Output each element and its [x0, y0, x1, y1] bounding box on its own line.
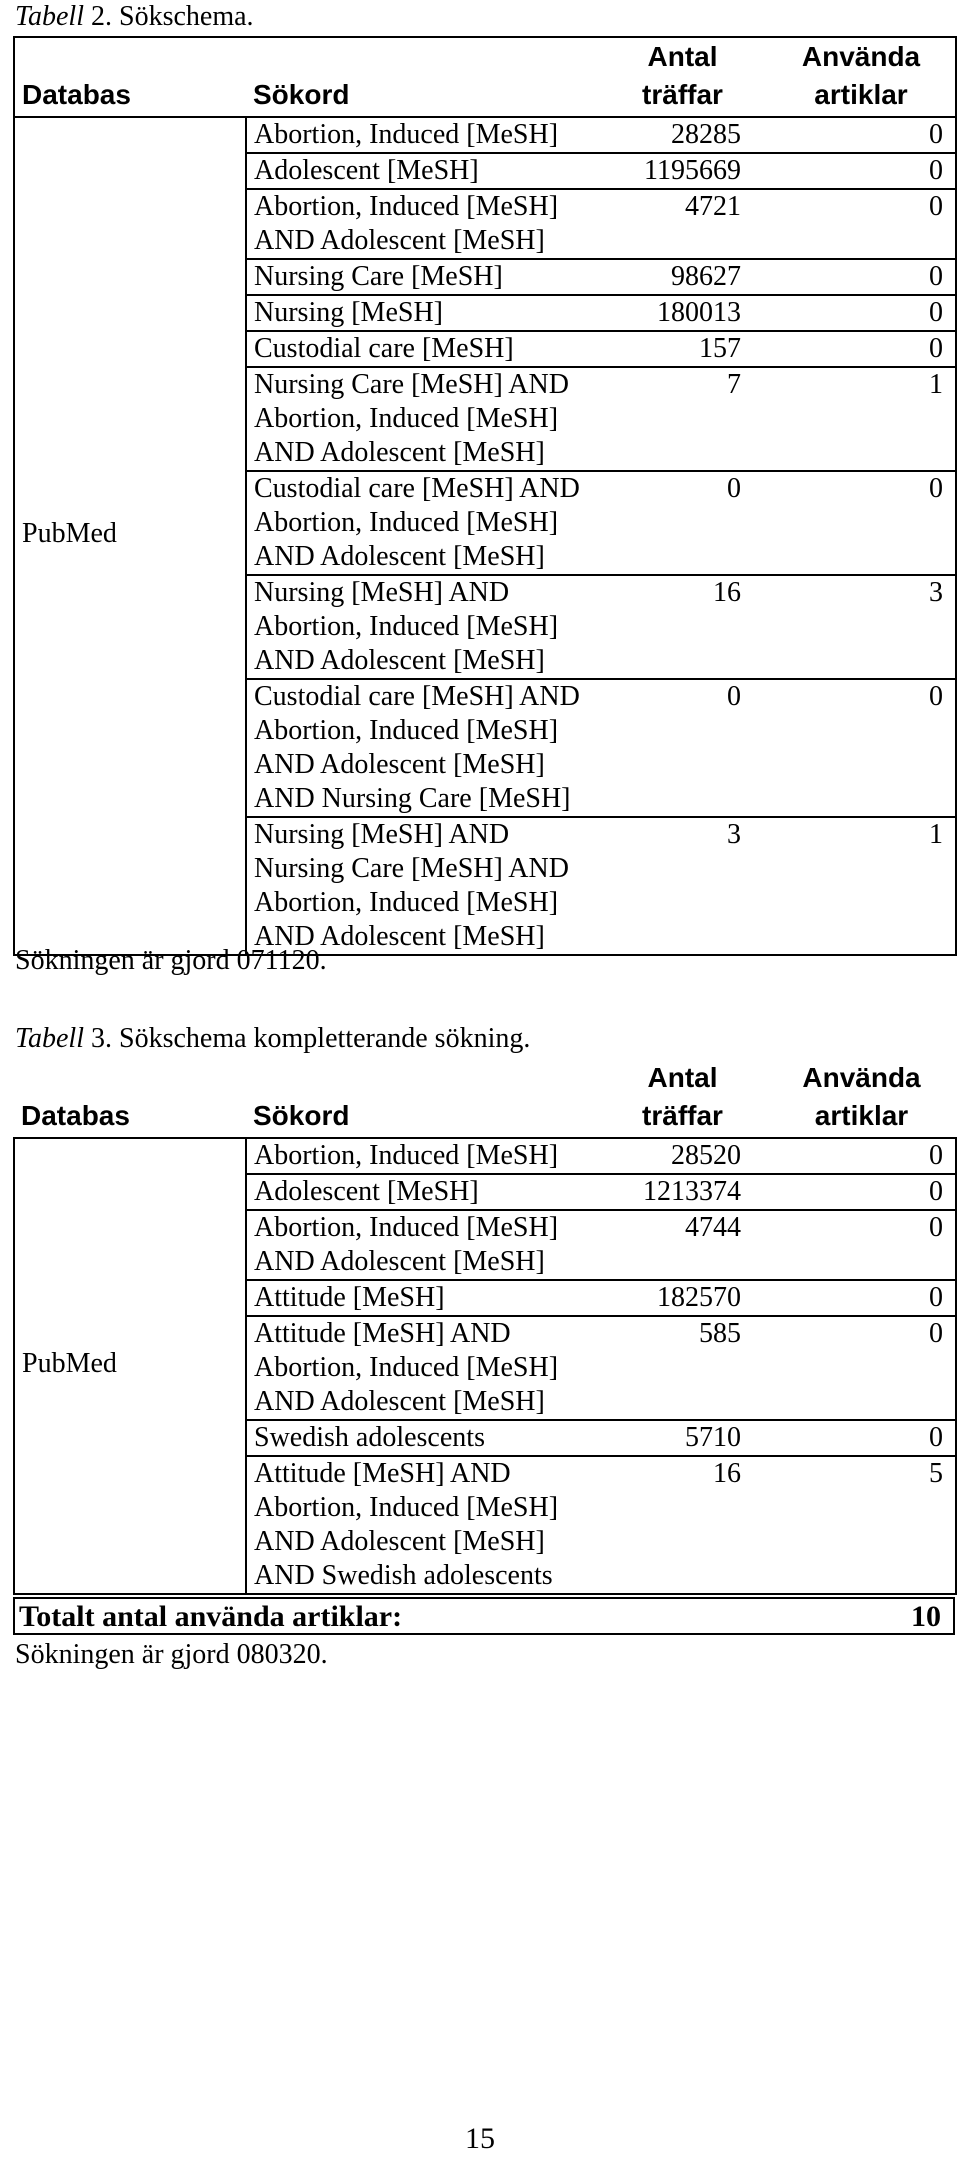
search-term-cell — [246, 259, 598, 295]
search-term-line: Abortion, Induced [MeSH] — [254, 403, 559, 434]
search-term-line: AND Adolescent [MeSH] — [254, 921, 545, 952]
search-term-line: Nursing [MeSH] AND — [254, 819, 510, 850]
used-articles-cell: 1 — [767, 367, 956, 471]
search-term-cell — [246, 1280, 598, 1316]
table3-caption-text: 3. Sökschema kompletterande sökning. — [84, 1023, 531, 1054]
search-term-line: Abortion, Induced [MeSH] — [254, 715, 559, 746]
search-term-cell — [246, 1420, 598, 1456]
search-term-line: Custodial care [MeSH] — [254, 333, 514, 364]
search-term-line: Abortion, Induced [MeSH] — [254, 119, 559, 150]
hits-cell: 7 — [598, 367, 767, 471]
search-term-line: AND Nursing Care [MeSH] — [254, 783, 571, 814]
table3-caption — [15, 1022, 530, 1056]
hits-cell: 157 — [598, 331, 767, 367]
table2 — [13, 36, 957, 956]
used-articles-cell: 0 — [767, 1210, 956, 1280]
total-value: 10 — [911, 1600, 941, 1633]
used-articles-cell: 0 — [767, 1280, 956, 1316]
search-term-line: Nursing Care [MeSH] AND — [254, 853, 569, 884]
search-term-cell — [246, 153, 598, 189]
search-term-line: Custodial care [MeSH] AND — [254, 473, 580, 504]
search-term-line: AND Adolescent [MeSH] — [254, 1526, 545, 1557]
table-row — [14, 117, 956, 153]
table2-header-term: Sökord — [246, 37, 598, 117]
used-articles-cell: 0 — [767, 117, 956, 153]
table3 — [13, 1059, 957, 1595]
hits-cell: 16 — [598, 575, 767, 679]
used-articles-cell: 0 — [767, 259, 956, 295]
table3-header-database: Databas — [21, 1100, 130, 1131]
search-term-line: Nursing Care [MeSH] — [254, 261, 503, 292]
table2-caption — [15, 0, 254, 34]
search-term-line: Swedish adolescents — [254, 1422, 485, 1453]
table3-body — [14, 1138, 956, 1594]
search-term-line: AND Adolescent [MeSH] — [254, 225, 545, 256]
search-term-line: Nursing Care [MeSH] AND — [254, 369, 569, 400]
search-term-cell — [246, 471, 598, 575]
hits-cell: 4721 — [598, 189, 767, 259]
search-term-line: Attitude [MeSH] — [254, 1282, 445, 1313]
total-label: Totalt antal använda artiklar: — [19, 1600, 403, 1633]
table3-caption-label: Tabell — [15, 1023, 84, 1054]
used-articles-cell: 1 — [767, 817, 956, 955]
hits-cell: 180013 — [598, 295, 767, 331]
search-term-line: Abortion, Induced [MeSH] — [254, 507, 559, 538]
search-term-line: AND Adolescent [MeSH] — [254, 1246, 545, 1277]
table2-body — [14, 117, 956, 955]
database-cell: PubMed — [14, 1138, 246, 1594]
used-articles-cell: 0 — [767, 1174, 956, 1210]
used-articles-cell: 0 — [767, 1420, 956, 1456]
table2-header-hits: Antal träffar — [598, 37, 767, 117]
used-articles-cell: 0 — [767, 189, 956, 259]
search-term-cell — [246, 1138, 598, 1174]
table2-caption-text: 2. Sökschema. — [84, 1, 254, 32]
search-term-line: Nursing [MeSH] — [254, 297, 443, 328]
search-term-cell — [246, 1456, 598, 1594]
search-term-cell — [246, 189, 598, 259]
database-cell: PubMed — [14, 117, 246, 955]
table2-header-used: Använda artiklar — [767, 37, 956, 117]
hits-cell: 28285 — [598, 117, 767, 153]
used-articles-cell: 0 — [767, 295, 956, 331]
search-term-line: Custodial care [MeSH] AND — [254, 681, 580, 712]
hits-cell: 1213374 — [598, 1174, 767, 1210]
hits-cell: 4744 — [598, 1210, 767, 1280]
search-term-line: Abortion, Induced [MeSH] — [254, 887, 559, 918]
search-term-cell — [246, 817, 598, 955]
hits-cell: 0 — [598, 679, 767, 817]
search-term-cell — [246, 295, 598, 331]
hits-cell: 182570 — [598, 1280, 767, 1316]
search-term-line: AND Adolescent [MeSH] — [254, 437, 545, 468]
table3-header-term: Sökord — [253, 1100, 350, 1131]
search-term-cell — [246, 331, 598, 367]
used-articles-cell: 0 — [767, 1316, 956, 1420]
search-term-line: AND Adolescent [MeSH] — [254, 749, 545, 780]
table-row — [14, 1138, 956, 1174]
search-term-cell — [246, 117, 598, 153]
search-term-line: Abortion, Induced [MeSH] — [254, 1492, 559, 1523]
hits-cell: 98627 — [598, 259, 767, 295]
search-term-line: AND Adolescent [MeSH] — [254, 541, 545, 572]
hits-cell: 0 — [598, 471, 767, 575]
used-articles-cell: 5 — [767, 1456, 956, 1594]
search-term-cell — [246, 367, 598, 471]
search-term-cell — [246, 1174, 598, 1210]
search-term-line: Attitude [MeSH] AND — [254, 1458, 511, 1489]
search-term-cell — [246, 575, 598, 679]
table3-header-hits: Antal träffar — [642, 1062, 723, 1131]
used-articles-cell: 0 — [767, 153, 956, 189]
table2-search-note: Sökningen är gjord 071120. — [15, 945, 327, 976]
search-term-line: AND Adolescent [MeSH] — [254, 1386, 545, 1417]
page-number: 15 — [465, 2122, 495, 2155]
table3-search-note: Sökningen är gjord 080320. — [15, 1639, 328, 1670]
table2-header-row — [14, 37, 956, 117]
used-articles-cell: 0 — [767, 1138, 956, 1174]
search-term-line: Attitude [MeSH] AND — [254, 1318, 511, 1349]
search-term-line: Adolescent [MeSH] — [254, 155, 479, 186]
search-term-line: AND Adolescent [MeSH] — [254, 645, 545, 676]
search-term-line: Abortion, Induced [MeSH] — [254, 1352, 559, 1383]
search-term-line: Abortion, Induced [MeSH] — [254, 611, 559, 642]
hits-cell: 585 — [598, 1316, 767, 1420]
hits-cell: 16 — [598, 1456, 767, 1594]
search-term-cell — [246, 679, 598, 817]
search-term-line: Nursing [MeSH] AND — [254, 577, 510, 608]
hits-cell: 1195669 — [598, 153, 767, 189]
hits-cell: 28520 — [598, 1138, 767, 1174]
search-term-line: Abortion, Induced [MeSH] — [254, 191, 559, 222]
table2-header-database: Databas — [14, 37, 246, 117]
hits-cell: 3 — [598, 817, 767, 955]
used-articles-cell: 0 — [767, 471, 956, 575]
used-articles-cell: 0 — [767, 679, 956, 817]
search-term-line: Abortion, Induced [MeSH] — [254, 1212, 559, 1243]
table3-header-used: Använda artiklar — [802, 1062, 921, 1131]
search-term-cell — [246, 1210, 598, 1280]
search-term-line: Abortion, Induced [MeSH] — [254, 1140, 559, 1171]
search-term-cell — [246, 1316, 598, 1420]
search-term-line: Adolescent [MeSH] — [254, 1176, 479, 1207]
table2-caption-label: Tabell — [15, 1, 84, 32]
hits-cell: 5710 — [598, 1420, 767, 1456]
used-articles-cell: 3 — [767, 575, 956, 679]
table3-total-row — [13, 1597, 955, 1635]
used-articles-cell: 0 — [767, 331, 956, 367]
search-term-line: AND Swedish adolescents — [254, 1560, 553, 1591]
table3-header-row — [14, 1059, 956, 1138]
